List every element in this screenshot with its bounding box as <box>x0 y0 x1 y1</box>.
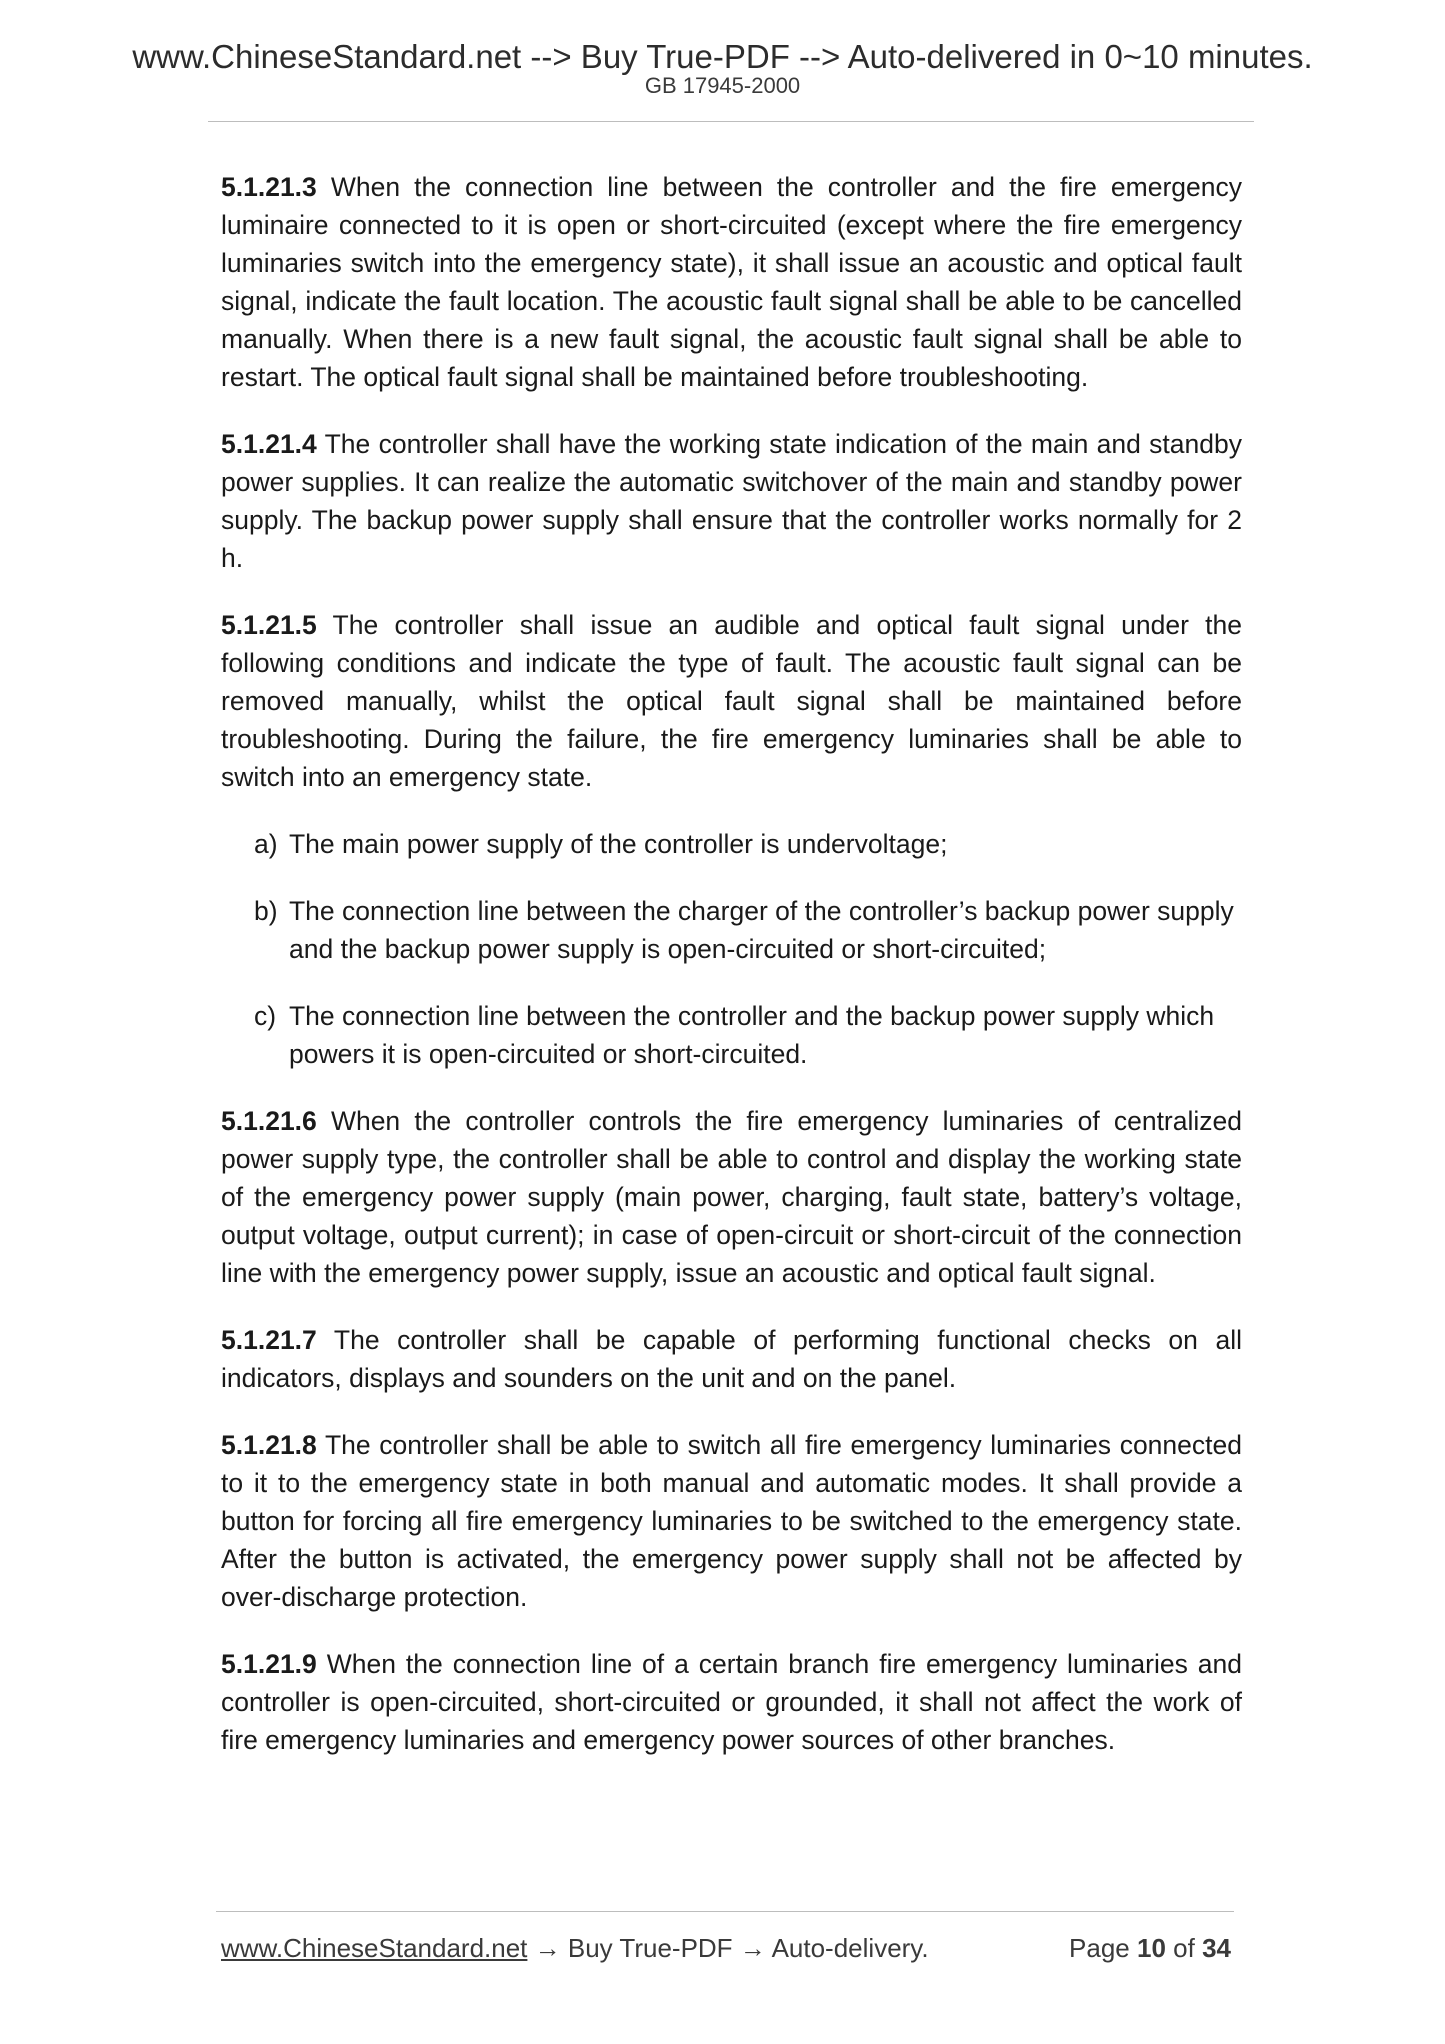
clause-number: 5.1.21.9 <box>221 1649 317 1679</box>
page-footer <box>221 1931 1231 1965</box>
footer-divider <box>216 1911 1234 1912</box>
top-banner: www.ChineseStandard.net --> Buy True-PDF --> Auto-delivered in 0~10 minutes. <box>132 38 1313 75</box>
footer-promo <box>221 1931 929 1965</box>
list-text: The connection line between the controller and the backup power supply which powers it is open-circuited or short-circuited. <box>289 1001 1215 1069</box>
clause-number: 5.1.21.7 <box>221 1325 317 1355</box>
clause-5-1-21-7 <box>221 1321 1242 1397</box>
list-item-a <box>221 825 1242 863</box>
document-code: GB 17945-2000 <box>644 73 801 98</box>
page-content <box>221 168 1242 1788</box>
clause-5-1-21-6 <box>221 1102 1242 1292</box>
clause-text: The controller shall issue an audible and optical fault signal under the following conditions and indicate the type of fault. The acoustic fault signal can be removed manually, whilst the optical fault signal shall be maintained before troubleshooting. During the failure, the fire emergency luminaries shall be able to switch into an emergency state. <box>221 610 1242 792</box>
list-item-b <box>221 892 1242 968</box>
page-indicator <box>1069 1931 1231 1965</box>
current-page: 10 <box>1137 1933 1166 1963</box>
list-text: The main power supply of the controller is undervoltage; <box>289 829 948 859</box>
clause-text: When the connection line between the controller and the fire emergency luminaire connected to it is open or short-circuited (except where the fire emergency luminaries switch into the emergency state), it shall issue an acoustic and optical fault signal, indicate the fault location. The acoustic fault signal shall be able to be cancelled manually. When there is a new fault signal, the acoustic fault signal shall be able to restart. The optical fault signal shall be maintained before troubleshooting. <box>221 172 1242 392</box>
total-pages: 34 <box>1202 1933 1231 1963</box>
clause-text: When the controller controls the fire emergency luminaries of centralized power supply type, the controller shall be able to control and display the working state of the emergency power supply (main power, charging, fault state, battery’s voltage, output voltage, output current); in case of open-circuit or short-circuit of the connection line with the emergency power supply, issue an acoustic and optical fault signal. <box>221 1106 1242 1288</box>
clause-text: When the connection line of a certain branch fire emergency luminaries and controller is open-circuited, short-circuited or grounded, it shall not affect the work of fire emergency luminaries and emergency power sources of other branches. <box>221 1649 1242 1755</box>
clause-number: 5.1.21.5 <box>221 610 317 640</box>
clause-number: 5.1.21.3 <box>221 172 317 202</box>
clause-number: 5.1.21.4 <box>221 429 317 459</box>
clause-5-1-21-8 <box>221 1426 1242 1616</box>
footer-site-link[interactable]: www.ChineseStandard.net <box>221 1933 528 1963</box>
clause-number: 5.1.21.8 <box>221 1430 317 1460</box>
clause-5-1-21-5 <box>221 606 1242 796</box>
clause-5-1-21-4 <box>221 425 1242 577</box>
clause-5-1-21-3 <box>221 168 1242 396</box>
clause-number: 5.1.21.6 <box>221 1106 317 1136</box>
list-item-c <box>221 997 1242 1073</box>
header-divider <box>208 121 1254 122</box>
list-text: The connection line between the charger of the controller’s backup power supply and the backup power supply is open-circuited or short-circuited; <box>289 896 1234 964</box>
footer-promo-text: → Buy True-PDF → Auto-delivery. <box>527 1933 929 1963</box>
clause-5-1-21-9 <box>221 1645 1242 1759</box>
list-label: b) <box>254 896 278 926</box>
list-label: a) <box>254 829 278 859</box>
page-label: Page <box>1069 1933 1130 1963</box>
list-label: c) <box>254 1001 277 1031</box>
clause-text: The controller shall be capable of performing functional checks on all indicators, displays and sounders on the unit and on the panel. <box>221 1325 1242 1393</box>
clause-text: The controller shall be able to switch all fire emergency luminaries connected to it to the emergency state in both manual and automatic modes. It shall provide a button for forcing all fire emergency luminaries to be switched to the emergency state. After the button is activated, the emergency power supply shall not be affected by over-discharge protection. <box>221 1430 1242 1612</box>
clause-text: The controller shall have the working state indication of the main and standby power supplies. It can realize the automatic switchover of the main and standby power supply. The backup power supply shall ensure that the controller works normally for 2 h. <box>221 429 1242 573</box>
of-label: of <box>1173 1933 1195 1963</box>
